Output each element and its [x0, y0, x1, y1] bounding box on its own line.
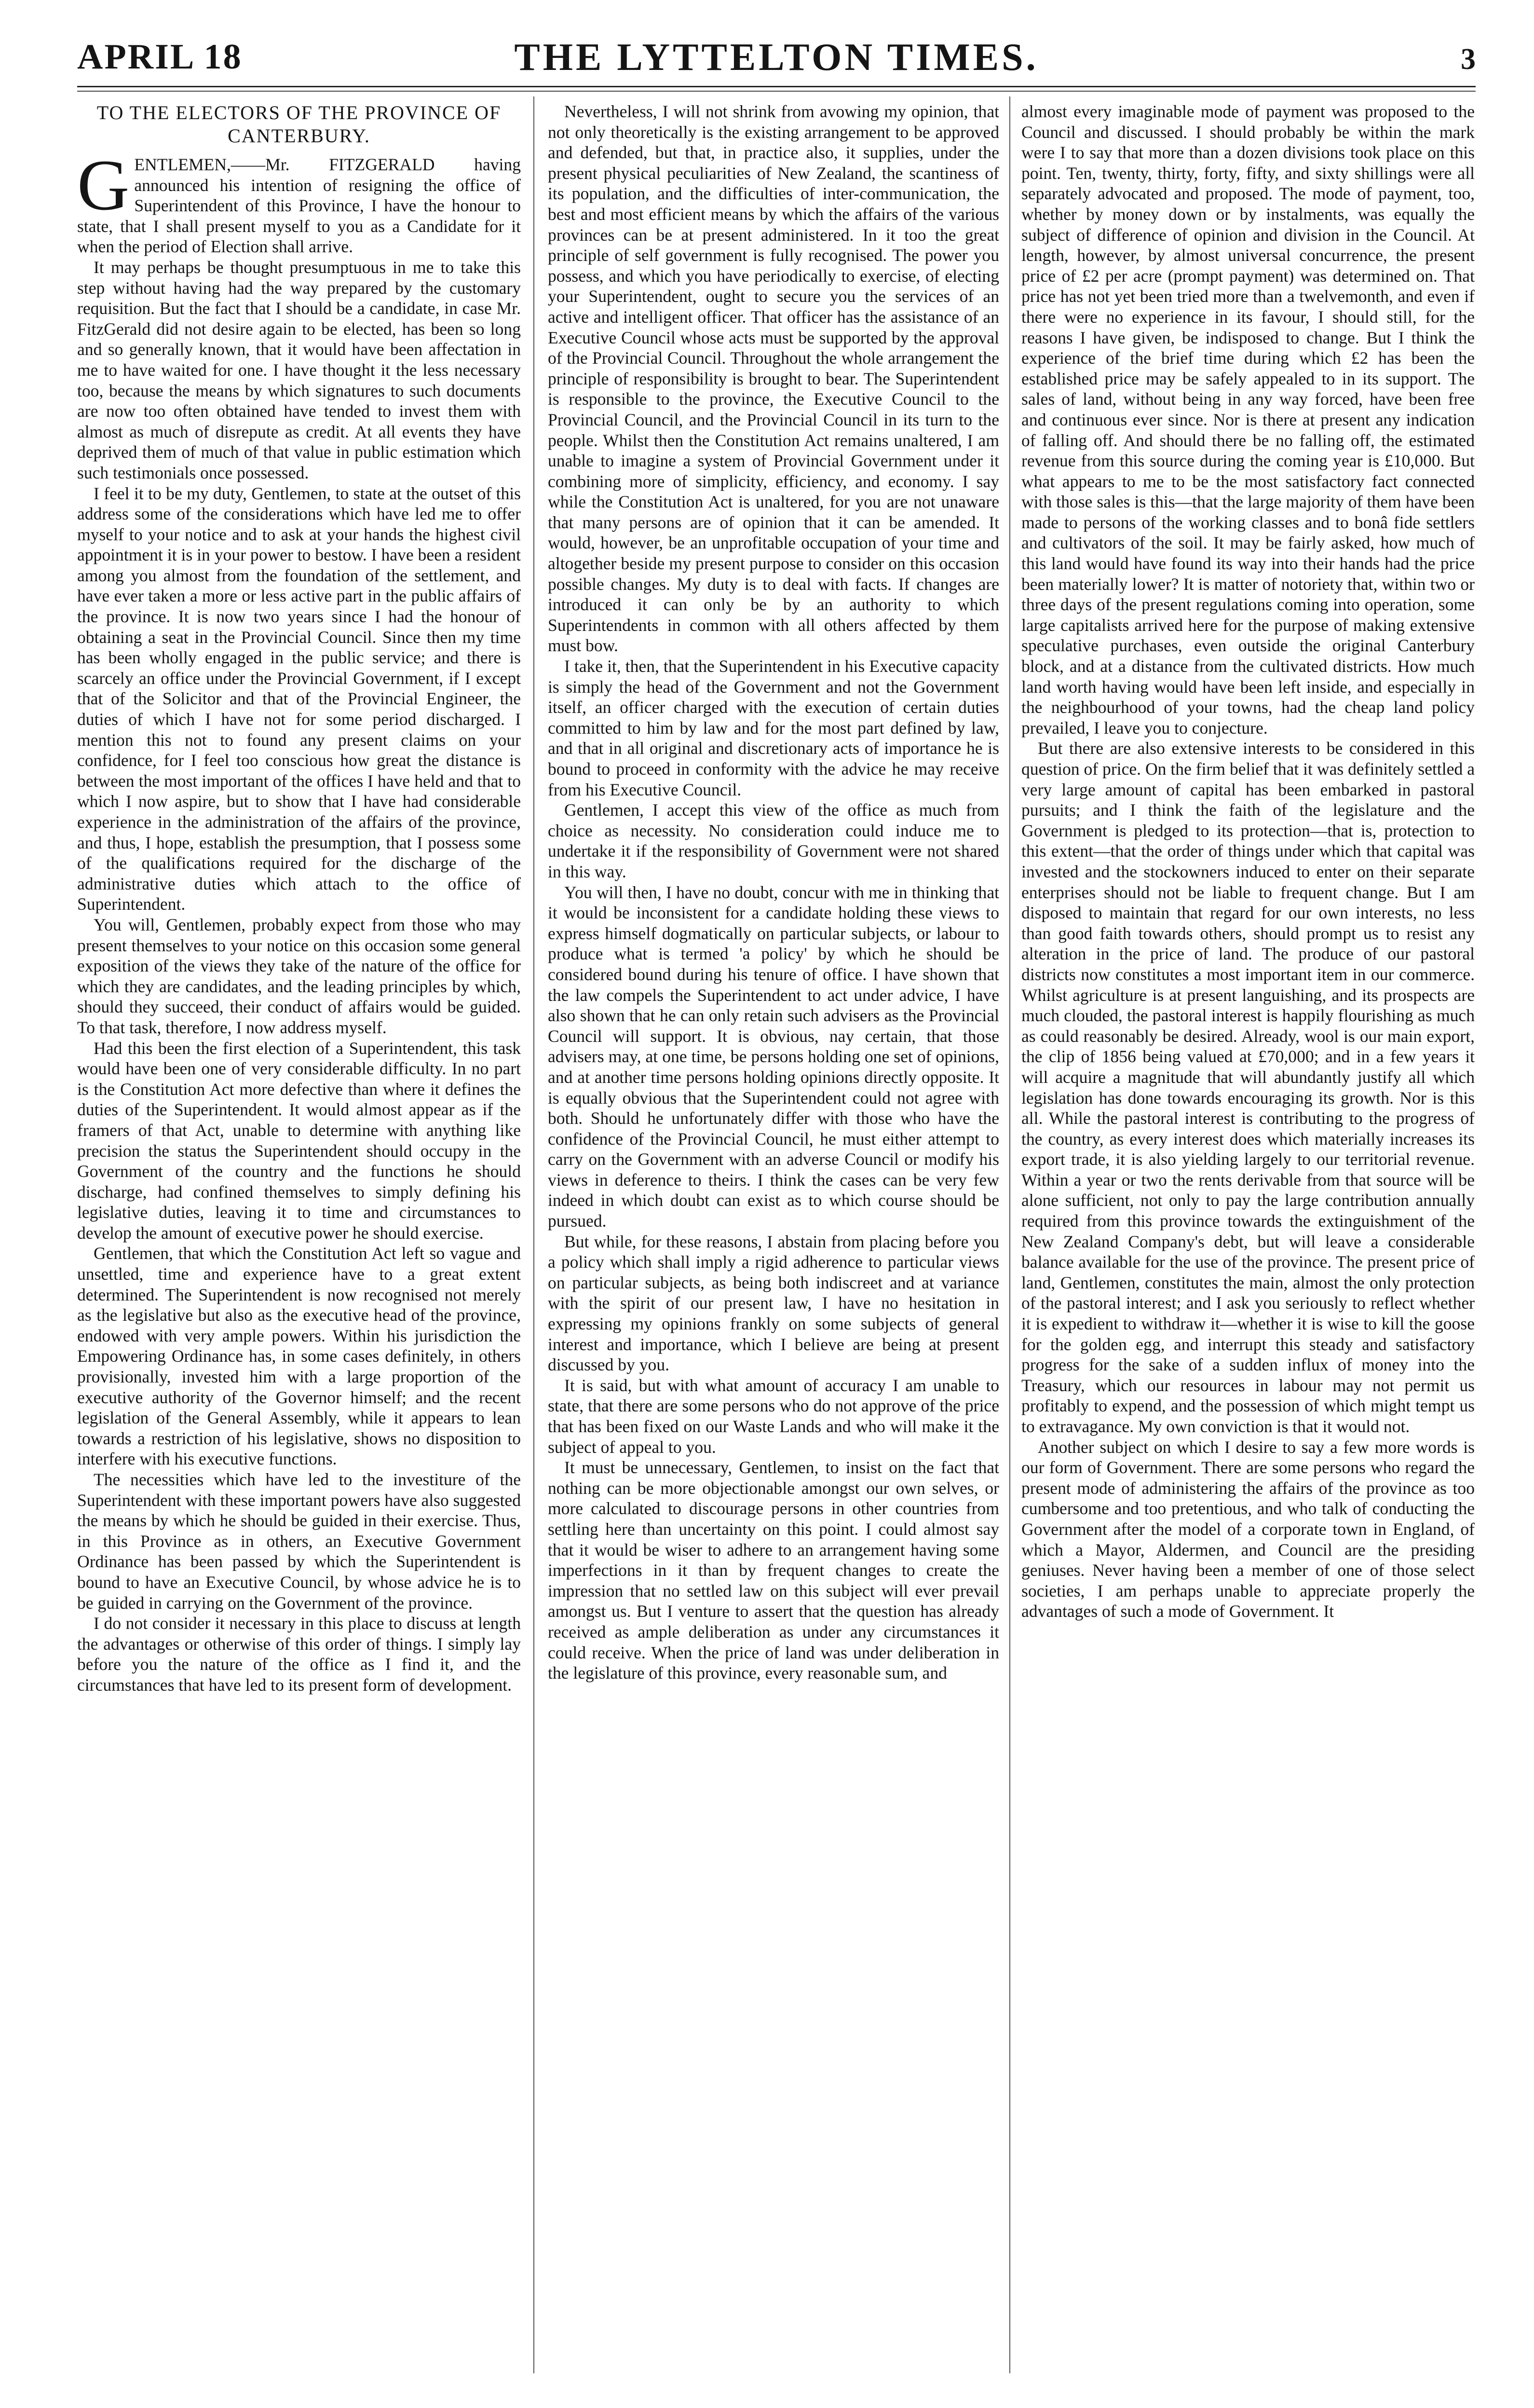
paragraph: But there are also extensive interests to be considered in this question of price. On the firm belief that it was definitely settled a very large amount of capital has been embarked in pastoral pursuits; and I think the faith of the legislature and the Government is pledged to its protection—that is, protection to this extent—that the order of things under which that capital was invested and the stockowners induced to enter on their separate enterprises should not be liable to frequent change. But I am disposed to maintain that regard for our own interests, no less than good faith towards others, should prompt us to resist any alteration in the price of land. The produce of our pastoral districts now constitutes a most important item in our commerce. Whilst agriculture is at present languishing, and its prospects are much clouded, the pastoral interest is happily flourishing as much as could reasonably be desired. Already, wool is our main export, the clip of 1856 being valued at £70,000; and in a few years it will acquire a magnitude that will abundantly justify all which legislation has done towards encouraging its growth. Nor is this all. While the pastoral interest is contributing to the progress of the country, as every interest does which materially increases its export trade, it is also yielding largely to our territorial revenue. Within a year or two the rents derivable from that source will be alone sufficient, not only to pay the large contribution annually required from this province towards the extinguishment of the New Zealand Company's debt, but will leave a considerable balance available for the use of the province. The present price of land, Gentlemen, constitutes the main, almost the only protection of the pastoral interest; and I ask you seriously to reflect whether it is expedient to withdraw it—whether it is wise to kill the goose for the golden egg, and interrupt this steady and satisfactory progress for the sake of a sudden influx of money into the Treasury, which our resources in labour may not permit us profitably to expend, and the possession of which might tempt us to extravagance. My own conviction is that it would not. [1021, 739, 1475, 1436]
masthead [77, 34, 1476, 87]
article-heading: TO THE ELECTORS OF THE PROVINCE OF CANTERBURY. [96, 102, 502, 147]
column-3 [1021, 101, 1475, 2368]
salutation-paragraph [77, 145, 521, 257]
masthead-rule [77, 86, 1476, 87]
drop-cap: G [77, 145, 130, 225]
column-2 [548, 101, 999, 2368]
paragraph: You will then, I have no doubt, concur with me in thinking that it would be inconsistent for a candidate holding these views to express himself dogmatically on particular subjects, or labour to produce what is termed 'a policy' by which he should be considered bound during his tenure of office. I have shown that the law compels the Superintendent to act under advice, I have also shown that he can only retain such advisers as the Provincial Council will support. It is obvious, nay certain, that those advisers may, at one time, be persons holding one set of opinions, and at another time persons holding opinions directly opposite. It is equally obvious that the Superintendent could not agree with both. Should he unfortunately differ with those who have the confidence of the Provincial Council, he must either attempt to carry on the Government with an adverse Council or modify his views in deference to theirs. I think the cases can be very few indeed in which doubt can exist as to which course should be pursued. [548, 882, 999, 1231]
paragraph: almost every imaginable mode of payment was proposed to the Council and discussed. I should probably be within the mark were I to say that more than a dozen divisions took place on this point. Ten, twenty, thirty, forty, fifty, and sixty shillings were all separately advocated and proposed. The mode of payment, too, whether by money down or by instalments, was equally the subject of difference of opinion and division in the Council. At length, however, by almost universal concurrence, the present price of £2 per acre (prompt payment) was determined on. That price has not yet been tried more than a twelvemonth, and even if there were no experience in its favour, I should still, for the reasons I have given, be indisposed to change. But I think the experience of the brief time during which £2 has been the established price may be safely appealed to in its support. The sales of land, without being in any way forced, have been free and continuous ever since. Nor is there at present any indication of falling off. And should there be no falling off, the estimated revenue from this source during the coming year is £10,000. But what appears to me to be the most satisfactory fact connected with those sales is this—that the large majority of them have been made to persons of the working classes and to bonâ fide settlers and cultivators of the soil. It may be fairly asked, how much of this land would have found its way into their hands had the price been materially lower? It is matter of notoriety that, within two or three days of the present regulations coming into operation, some large capitalists arrived here for the purpose of making extensive speculative purchases, even outside the original Canterbury block, and at a distance from the cultivated districts. How much land worth having would have been left inside, and especially in the neighbourhood of your towns, had the cheap land policy prevailed, I leave you to conjecture. [1021, 102, 1475, 738]
column-divider-2 [1009, 96, 1010, 2373]
salutation-text: ENTLEMEN,——Mr. FITZGERALD having announced his intention of resigning the office of Superintendent of this Province, I have the honour to state, that I shall present myself to you as a Candidate for it when the period of Election shall arrive. [77, 155, 521, 257]
paragraph: It must be unnecessary, Gentlemen, to insist on the fact that nothing can be more objectionable amongst our own selves, or more calculated to discourage persons in other countries from settling here than uncertainty on this point. I could almost say that it would be wiser to adhere to an arrangement having some imperfections in it than by frequent changes to create the impression that no settled law on this subject will ever prevail amongst us. But I venture to assert that the question has already received as ample deliberation as under any circumstances it could receive. When the price of land was under deliberation in the legislature of this province, every reasonable sum, and [548, 1458, 999, 1683]
paragraph: Gentlemen, that which the Constitution Act left so vague and unsettled, time and experience have to a great extent determined. The Superintendent is now recognised not merely as the legislative but also as the executive head of the province, endowed with very ample powers. Within his jurisdiction the Empowering Ordinance has, in some cases definitely, in others provisionally, invested him with a large proportion of the executive authority of the Governor himself; and the recent legislation of the General Assembly, while it appears to lean towards a restriction of his legislative, shows no disposition to interfere with his executive functions. [77, 1244, 521, 1469]
paragraph: The necessities which have led to the investiture of the Superintendent with these important powers have also suggested the means by which he should be guided in their exercise. Thus, in this Province as in others, an Executive Government Ordinance has been passed by which the Superintendent is bound to have an Executive Council, by whose advice he is to be guided in carrying on the Government of the province. [77, 1470, 521, 1613]
paragraph: It may perhaps be thought presumptuous in me to take this step without having had the way prepared by the customary requisition. But the fact that I should be a candidate, in case Mr. FitzGerald did not desire again to be elected, has been so long and so generally known, that it would have been affectation in me to have waited for one. I have thought it the less necessary too, because the means by which signatures to such documents are now too often obtained have tended to invest them with almost as much of disrepute as credit. At all events they have deprived them of much of that value in public estimation which such testimonials once possessed. [77, 257, 521, 482]
paragraph: Another subject on which I desire to say a few more words is our form of Government. There are some persons who regard the present mode of administering the affairs of the province as too cumbersome and too pretentious, and who talk of conducting the Government after the model of a corporate town in England, of which a Mayor, Aldermen, and Council are the presiding geniuses. Never having been a member of one of those select societies, I am perhaps unable to appreciate properly the advantages of such a mode of Government. It [1021, 1437, 1475, 1621]
paragraph: I feel it to be my duty, Gentlemen, to state at the outset of this address some of the considerations which have led me to offer myself to your notice and to ask at your hands the highest civil appointment it is in your power to bestow. I have been a resident among you almost from the foundation of the settlement, and have ever taken a more or less active part in the public affairs of the province. It is now two years since I had the honour of obtaining a seat in the Provincial Council. Since then my time has been wholly engaged in the public service; and there is scarcely an office under the Provincial Government, if I except that of the Solicitor and that of the Provincial Engineer, the duties of which I have not for some period discharged. I mention this not to found any present claims on your confidence, for I feel too conscious how great the distance is between the most important of the offices I have held and that to which I now aspire, but to show that I have had considerable experience in the administration of the affairs of the province, and thus, I hope, establish the presumption, that I possess some of the qualifications required for the discharge of the administrative duties which attach to the office of Superintendent. [77, 483, 521, 914]
paragraph: Gentlemen, I accept this view of the office as much from choice as necessity. No consideration could induce me to undertake it if the responsibility of Government were not shared in this way. [548, 800, 999, 881]
paragraph: But while, for these reasons, I abstain from placing before you a policy which shall imply a rigid adherence to particular views on particular subjects, as being both indiscreet and at variance with the spirit of our present law, I have no hesitation in expressing my opinions frankly on some subjects of general interest and importance, which I believe are being at present discussed by you. [548, 1231, 999, 1375]
column-divider-1 [533, 96, 534, 2373]
paragraph: I do not consider it necessary in this place to discuss at length the advantages or otherwise of this order of things. I simply lay before you the nature of the office as I find it, and the circumstances that have led to its present form of development. [77, 1614, 521, 1695]
issue-date: APRIL 18 [77, 37, 243, 77]
paragraph: It is said, but with what amount of accuracy I am unable to state, that there are some persons who do not approve of the price that has been fixed on our Waste Lands and who will make it the subject of appeal to you. [548, 1375, 999, 1457]
page-number: 3 [1461, 43, 1476, 76]
newspaper-title: THE LYTTELTON TIMES. [514, 36, 1039, 79]
paragraph: I take it, then, that the Superintendent in his Executive capacity is simply the head of the Government and not the Government itself, an officer charged with the execution of certain duties committed to him by law and for the most part defined by law, and that in all original and discretionary acts of importance he is bound to proceed in conformity with the advice he may receive from his Executive Council. [548, 657, 999, 799]
paragraph: Nevertheless, I will not shrink from avowing my opinion, that not only theoretically is the existing arrangement to be approved and defended, but that, in practice also, it supplies, under the present physical peculiarities of New Zealand, the scantiness of its population, and the difficulties of inter-communication, the best and most efficient means by which the affairs of the various provinces can be at present administered. In it too the great principle of self government is fully recognised. The power you possess, and which you have periodically to exercise, of electing your Superintendent, ought to secure you the services of an active and intelligent officer. That officer has the assistance of an Executive Council whose acts must be supported by the approval of the Provincial Council. Throughout the whole arrangement the principle of responsibility is brought to bear. The Superintendent is responsible to the province, the Executive Council to the Provincial Council, and the Provincial Council in its turn to the people. Whilst then the Constitution Act remains unaltered, I am unable to imagine a system of Provincial Government under it combining more of simplicity, efficiency, and economy. I say while the Constitution Act is unaltered, for you are not unaware that many persons are of opinion that it can be amended. It would, however, be an unprofitable occupation of your time and altogether beside my present purpose to consider on this occasion possible changes. My duty is to deal with facts. If changes are introduced it can only be by an authority to which Superintendents in common with all others affected by them must bow. [548, 102, 999, 656]
paragraph: Had this been the first election of a Superintendent, this task would have been one of very considerable difficulty. In no part is the Constitution Act more defective than where it defines the duties of the Superintendent. It would almost appear as if the framers of that Act, unable to determine with anything like precision the status the Superintendent should occupy in the Government of the country and the functions he should discharge, had confined themselves to simply defining his legislative duties, leaving it to time and circumstances to develop the amount of executive power he should exercise. [77, 1038, 521, 1243]
masthead-rule-thin [77, 91, 1476, 92]
column-1 [77, 101, 521, 2368]
paragraph: You will, Gentlemen, probably expect from those who may present themselves to your notice on this occasion some general exposition of the views they take of the nature of the office for which they are candidates, and the leading principles by which, should they succeed, their conduct of affairs would be guided. To that task, therefore, I now address myself. [77, 915, 521, 1037]
